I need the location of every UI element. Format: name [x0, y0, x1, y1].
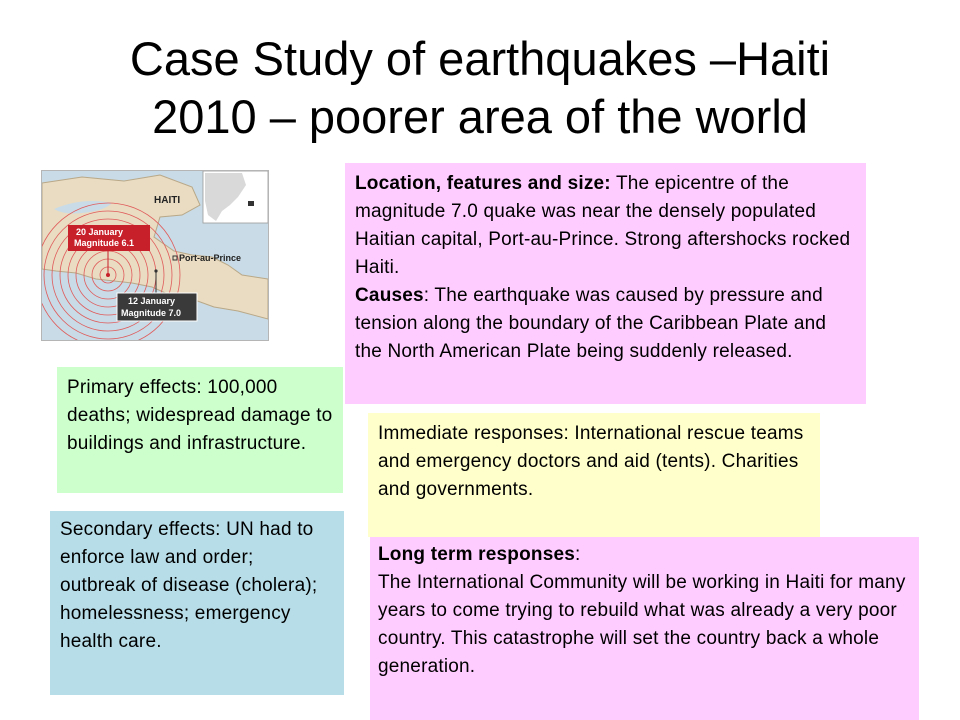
- haiti-earthquake-map: [41, 170, 269, 341]
- epicentre-marker: [106, 273, 110, 277]
- secondary-effects-text: Secondary effects: UN had to enforce law and order; outbreak of disease (cholera); homelessness; emergency health care.: [60, 519, 318, 652]
- title-line-2: 2010 – poorer area of the world: [152, 90, 808, 143]
- location-heading: Location, features and size:: [355, 173, 611, 194]
- quake2-marker: [154, 269, 157, 272]
- long-term-colon: :: [575, 544, 581, 565]
- location-causes-box: [345, 163, 866, 404]
- quake2-magnitude: Magnitude 7.0: [121, 308, 182, 318]
- map-country-label: HAITI: [154, 195, 181, 206]
- map-city-label: Port-au-Prince: [179, 253, 242, 263]
- immediate-responses-text: Immediate responses: International rescue teams and emergency doctors and aid (tents). Charities and governments.: [378, 423, 804, 500]
- secondary-effects-box: [50, 511, 344, 695]
- long-term-text: The International Community will be working in Haiti for many years to come trying to rebuild what was already a very poor country. This catastrophe will set the country back a whole generation.: [378, 572, 906, 677]
- primary-effects-text: Primary effects: 100,000 deaths; widespread damage to buildings and infrastructure.: [67, 377, 333, 454]
- slide-title: [20, 30, 940, 146]
- causes-text: : The earthquake was caused by pressure and tension along the boundary of the Caribbean Plate and the North American Plate being suddenly released.: [355, 285, 827, 362]
- map-graphic: [42, 171, 268, 340]
- causes-heading: Causes: [355, 285, 424, 306]
- inset-haiti-marker: [248, 201, 254, 206]
- title-line-1: Case Study of earthquakes –Haiti: [129, 32, 831, 85]
- quake1-date: 20 January: [76, 227, 124, 237]
- long-term-heading: Long term responses: [378, 544, 576, 565]
- quake2-date: 12 January: [128, 296, 176, 306]
- long-term-responses-box: [370, 537, 919, 720]
- immediate-responses-box: [368, 413, 820, 537]
- primary-effects-box: [57, 367, 343, 493]
- location-text: The epicentre of the magnitude 7.0 quake was near the densely populated Haitian capital, Port-au-Prince. Strong aftershocks rocked Haiti.: [355, 173, 851, 278]
- quake1-magnitude: Magnitude 6.1: [74, 238, 135, 248]
